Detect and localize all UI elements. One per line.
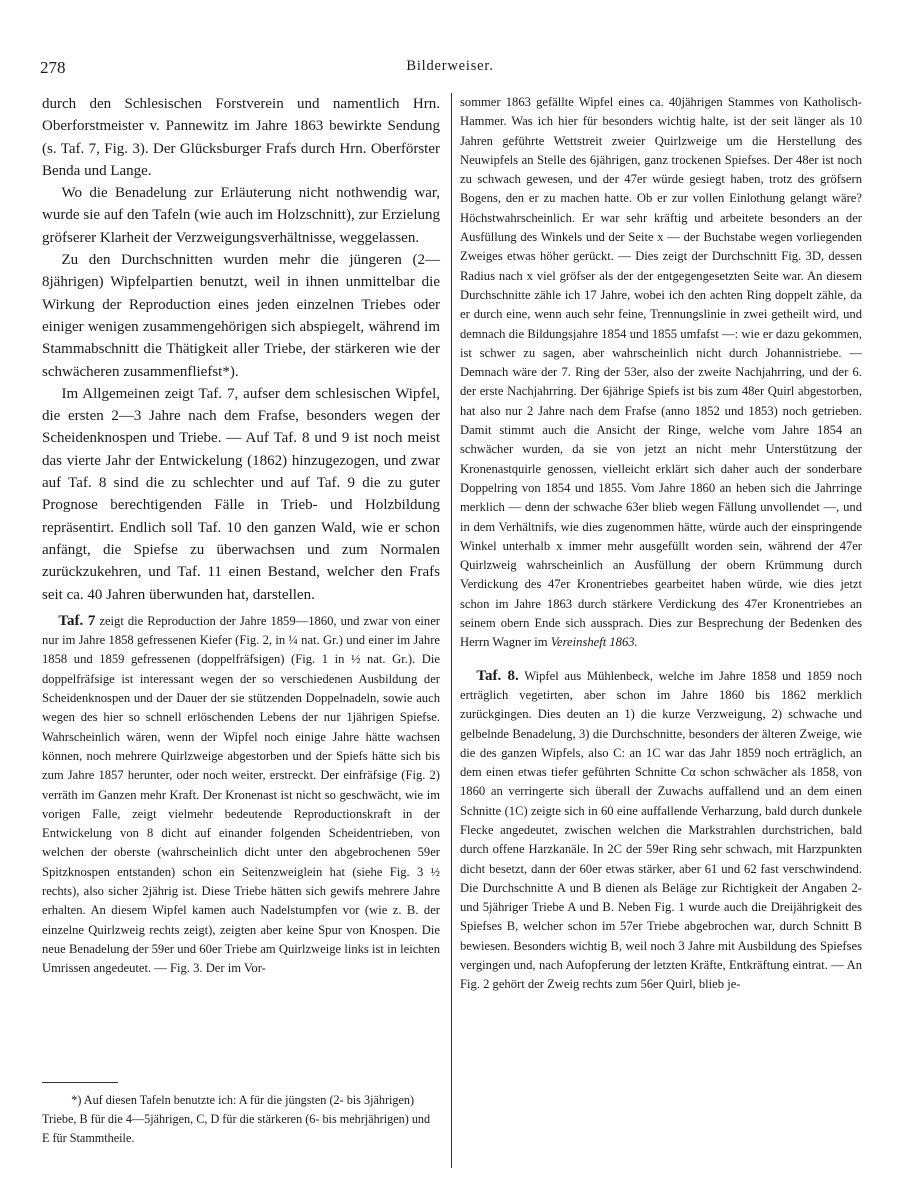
paragraph: durch den Schlesischen Forstverein und namentlich Hrn. Oberforstmeister v. Pannewitz im Jahre 1863 bewirkte Sendung (s. Taf. 7, Fig. 3). Der Glücksburger Frafs durch Hrn. Oberförster Benda und Lange. bbox=[42, 96, 440, 179]
paragraph: Zu den Durchschnitten wurden mehr die jüngeren (2—8jährigen) Wipfelpartien benutzt, weil in ihnen unmittelbar die Wirkung der Reproduction eines jeden einzelnen Triebes oder einiger wenigen zusammengehörigen sich abspiegelt, während im Stammabschnitt die Thätigkeit aller Triebe, der stärkeren wie der schwächeren zusammenfliefst*). bbox=[42, 252, 440, 380]
taf7-text: zeigt die Reproduction der Jahre 1859—1860, und zwar von einer nur im Jahre 1858 gefressenen Kiefer (Fig. 2, in ¼ nat. Gr.) und einer im Jahre 1858 und 1859 gefressenen (doppelfräfsigen) (Fig. 1 in ½ nat. Gr.). Die doppelfräfsige ist interessant wegen der so verschiedenen Ausbildung der Scheidenknospen und der Dauer der sie stützenden Doppelnadeln, sowie auch wegen des hier so schnell erlöschenden Lebens der nur 1jährigen Spiefse. Wahrscheinlich wären, wenn der Wipfel noch einige Jahre hätte wachsen können, noch mehrere Quirlzweige abgestorben und der Spiefs hätte sich bis zum Jahre 1857 herunter, oder noch weiter, erstreckt. Der einfräfsige (Fig. 2) verräth im Ganzen mehr Kraft. Der Kronenast ist nicht so geschwächt, wie im vorigen Falle, zeigt vielmehr bedeutende Reproductionskraft in der Entwickelung von 8 dicht auf einander folgenden Scheidentrieben, von welchen der oberste (wahrscheinlich dicht unter den abgebrochenen 59er Spitzknospen entstanden) schon ein Seitenzweiglein hat (siehe Fig. 3 ½ rechts), also sicher 2jährig ist. Diese Triebe hätten sich gewifs mehrere Jahre erhalten. An diesem Wipfel kamen auch Nadelstumpfen vor (wie z. B. der einzelne Quirlzweig rechts zeigt), zeigten aber keine Spur von Knospen. Die neue Benadelung der 59er und 60er Triebe am Quirlzweige links ist in leichten Umrissen angedeutet. — Fig. 3. Der im Vor- bbox=[42, 613, 440, 976]
paragraph bbox=[460, 93, 862, 653]
running-head: Bilderweiser. bbox=[406, 58, 494, 74]
taf7-paragraph bbox=[42, 612, 440, 979]
taf8-text: Wipfel aus Mühlenbeck, welche im Jahre 1858 und 1859 noch erträglich vegetirten, aber schon im Jahre 1860 bis 1862 merklich zurückgingen. Dies deuten an 1) die kurze Verzweigung, 2) schwache und gelbelnde Benadelung, 3) die Durchschnitte, besonders der älteren Zweige, wie die des ganzen Wipfels, also C: an 1C war das Jahr 1859 noch erträglich, an dem einen etwas tiefer geführten Schnitte Cα schon schwächer als 1858, von 1860 an verringerte sich überall der Zuwachs auffallend und an dem einen Schnitte (1C) zeigte sich in 60 eine auffallende Verharzung, bald durch dunkele Flecke angedeutet, zwischen welchen die Markstrahlen durchstrichen, bald durch offene Harzkanäle. In 2C der 59er Ring sehr schwach, mit Harzpunkten dicht besetzt, dann der 60er etwas stärker, aber 61 und 62 fast verschwindend. Die Durchschnitte A und B dienen als Beläge zur Richtigkeit der Angaben 2- und 5jähriger Triebe A und B. Neben Fig. 1 wurde auch die Dreijährigkeit des Spiefses B, welcher schon im 57er Triebe abgebrochen war, durch Schnitt B bewiesen. Besonders wichtig B, weil noch 3 Jahre mit Ausbildung des Spiefses vergingen und, nach Aufopferung der letzten Kräfte, Entkräftung eintrat. — An Fig. 2 gehört der Zweig rechts zum 56er Quirl, blieb je- bbox=[460, 668, 863, 992]
taf8-paragraph bbox=[460, 667, 862, 995]
paragraph: Wo die Benadelung zur Erläuterung nicht nothwendig war, wurde sie auf den Tafeln (wie auch im Holzschnitt), zur Erzielung gröfserer Klarheit der Verzweigungsverhältnisse, weggelassen. bbox=[42, 185, 440, 246]
taf8-heading: Taf. 8. bbox=[476, 667, 519, 684]
paragraph-text: sommer 1863 gefällte Wipfel eines ca. 40jährigen Stammes von Katholisch-Hammer. Was ich hier für besonders wichtig halte, ist der seit länger als 10 Jahren geführte Wettstreit zweier Quirlzweige um die Herstellung des Neuwipfels an Stelle des 6jährigen, ganz trockenen Spiefses. Der 48er ist noch zu schwach gewesen, und der 47er würde gesiegt haben, trotz des gröfsern Bogens, den er zu machen hatte. Ob er zur vollen Einlothung gelangt wäre? Höchstwahrscheinlich. Er war sehr kräftig und arbeitete besonders an der Ausfüllung des Winkels und der Seite x — der Buchstabe wegen vorliegenden Zweiges etwas höher gerückt. — Dies zeigt der Durchschnitt Fig. 3D, dessen Radius nach x viel gröfser als der der entgegengesetzten Seite war. An diesem Durchschnitte zähle ich 17 Jahre, wobei ich den achten Ring doppelt zähle, da er durch eine, wenn auch sehr feine, Trennungslinie in zwei getheilt wird, und demnach die Bildungsjahre 1854 und 1855 umfafst —: wie er dazu gekommen, ist schwer zu sagen, aber wahrscheinlich nicht durch Johannistriebe. — Demnach wäre der 7. Ring der 53er, also der zweite Nachjahrring, und der 6. der erste Nachjahrring. Der 6jährige Spiefs ist bis zum 48er Quirl abgestorben, hat also nur 2 Jahre nach dem Frafse (anno 1852 und 1853) noch getrieben. Damit stimmt auch die Ansicht der Ringe, welche vom Jahre 1854 an schwächer wurden, da sie von jetzt an nicht mehr Unterstützung der Kronenastquirle genossen, vielleicht erklärt sich daher auch der sonderbare Doppelring von 1854 und 1855. Vom Jahre 1860 an heben sich die Jahrringe merklich — denn der schwache 63er blieb wegen Fällung unvollendet —, und in dem Verhältnifs, wie dies zugenommen hätte, würde auch der einspringende Winkel unterhalb x immer mehr ausgefüllt worden sein, während der 47er Quirlzweig wahrscheinlich an Ausfüllung der obern Krümmung durch Verdickung des 47er Kronentriebes gearbeitet haben würde, wie dies jetzt schon im Jahre 1863 durch stärkere Verdickung des 47er Kronentriebes an seinem obern Ende sich aussprach. Dies zur Besprechung der Bedenken des Herrn Wagner im bbox=[460, 95, 862, 650]
page-number: 278 bbox=[40, 58, 66, 77]
page-header bbox=[40, 58, 860, 82]
footnote-rule bbox=[42, 1082, 118, 1083]
column-divider bbox=[451, 93, 452, 1168]
left-column bbox=[42, 93, 440, 978]
paragraph: Im Allgemeinen zeigt Taf. 7, aufser dem schlesischen Wipfel, die ersten 2—3 Jahre nach dem Frafse, besonders wegen der Scheidenknospen und Triebe. — Auf Taf. 8 und 9 ist noch meist das vierte Jahr der Entwickelung (1862) hinzugezogen, und zwar auf Taf. 8 sind die zu schlechter und auf Taf. 9 die zu guter Prognose berechtigenden Fälle in Trieb- und Holzbildung repräsentirt. Endlich soll Taf. 10 den ganzen Wald, wie er schon anfängt, die Spiefse zu überwachsen und zum Normalen zurückzukehren, und Taf. 11 einen Bestand, welcher den Frafs seit ca. 40 Jahren überwunden hat, darstellen. bbox=[42, 385, 440, 603]
citation: Vereinsheft 1863. bbox=[550, 635, 638, 650]
right-column bbox=[460, 93, 862, 995]
taf7-heading: Taf. 7 bbox=[58, 612, 96, 629]
footnote-block bbox=[42, 1082, 440, 1148]
footnote: *) Auf diesen Tafeln benutzte ich: A für die jüngsten (2- bis 3jährigen) Triebe, B für die 4—5jährigen, C, D für die stärkeren (6- bis mehrjährigen) und E für Stammtheile. bbox=[42, 1093, 431, 1145]
